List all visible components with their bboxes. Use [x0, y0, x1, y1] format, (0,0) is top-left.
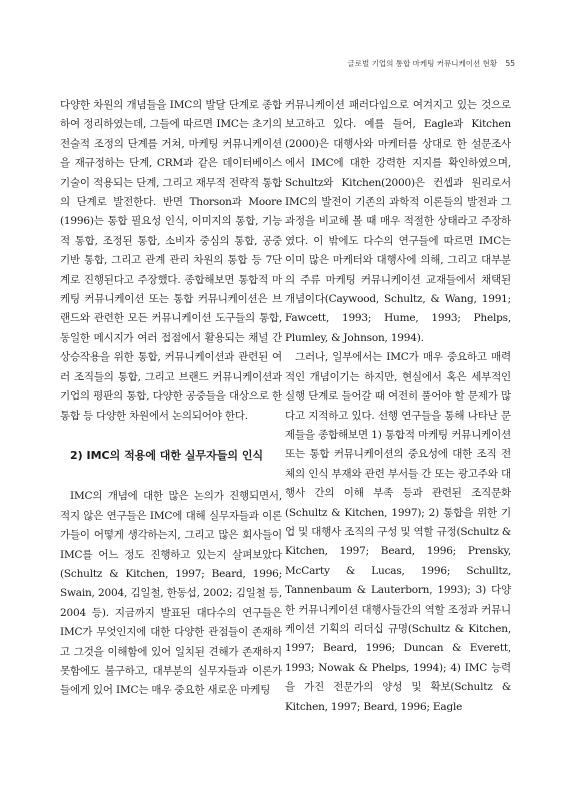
paragraph: 다양한 차원의 개념들을 IMC의 발달 단계로 종합하여 정리하였는데, 그들에 따르면 IMC는 초기의 전술적 조정의 단계를 거쳐, 마케팅 커뮤니케이션을 재규정하는 단계, CRM과 같은 데이터베이스 기술이 적용되는 단계, 그리고 재무적 전략적 통합의 단계로 발전한다. 반면 Thorson과 Moore (1996)는 통합 필요성 인식, 이미지의 통합, 기능적 통합, 조정된 통합, 소비자 중심의 통합, 공중 기반 통합, 그리고 관계 관리 차원의 통합 등 7단계로 진행된다고 주장했다. 종합해보면 통합적 마케팅 커뮤니케이션 또는 통합 커뮤니케이션은 브랜드와 관련한 모든 커뮤니케이션 도구들의 통합, 동일한 메시지가 여러 접점에서 활용되는 채널 간 상승작용을 위한 통합, 커뮤니케이션과 관련된 여러 조직들의 통합, 그리고 브랜드 커뮤니케이션과 기업의 평판의 통합, 다양한 공중들을 대상으로 한 통합 등 다양한 차원에서 논의되어야 한다. — [60, 99, 282, 422]
section-heading: 2) IMC의 적용에 대한 실무자들의 인식 — [70, 448, 264, 462]
running-header — [0, 58, 515, 69]
right-column — [285, 96, 511, 717]
paragraph: 커뮤니케이션 패러다임으로 여겨지고 있는 것으로 보고하고 있다. 예를 들어, Eagle과 Kitchen (2000)은 대행사와 마케터를 상대로 한 설문조사에서 IMC에 대한 강력한 지지를 확인하였으며, Schultz와 Kitchen(2000)은 컨셉과 원리로서 IMC의 발전이 기존의 과학적 이론들의 발전과 그 과정을 비교해 볼 때 매우 적절한 상태라고 주장하였다. 이 밖에도 다수의 연구들에 따르면 IMC는 이미 많은 마케터와 대행사에 의해, 그리고 대부분의 주류 마케팅 커뮤니케이션 교재들에서 채택된 개념이다(Caywood, Schultz, & Wang, 1991; Fawcett, 1993; Hume, 1993; Phelps, Plumley, & Johnson, 1994). — [285, 99, 511, 344]
paragraph: 그러나, 일부에서는 IMC가 매우 중요하고 매력적인 개념이기는 하지만, 현실에서 혹은 세부적인 실행 단계로 들어갈 때 여전히 풀어야 할 문제가 많다고 지적하고 있다. 선행 연구들을 통해 나타난 문제들을 종합해보면 1) 통합적 마케팅 커뮤니케이션 또는 통합 커뮤니케이션의 중요성에 대한 조직 전체의 인식 부재와 관련 부서들 간 또는 광고주와 대행사 간의 이해 부족 등과 관련된 조직문화(Schultz & Kitchen, 1997); 2) 통합을 위한 기업 및 대행사 조직의 구성 및 역할 규정(Schultz & Kitchen, 1997; Beard, 1996; Prensky, McCarty & Lucas, 1996; Schulltz, Tannenbaum & Lauterborn, 1993); 3) 다양한 커뮤니케이션 대행사들간의 역할 조정과 커뮤니케이션 기획의 리더십 규명(Schultz & Kitchen, 1997; Beard, 1996; Duncan & Everett, 1993; Nowak & Phelps, 1994); 4) IMC 능력을 가진 전문가의 양성 및 확보(Schultz & Kitchen, 1997; Beard, 1996; Eagle — [285, 351, 511, 713]
paragraph: IMC의 개념에 대한 많은 논의가 진행되면서, 적지 않은 연구들은 IMC에 대해 실무자들과 이론가들이 어떻게 생각하는지, 그리고 많은 회사들이 IMC를 어느 정도 진행하고 있는지 살펴보았다(Schultz & Kitchen, 1997; Beard, 1996; Swain, 2004, 김일철, 한동섭, 2002; 김일철 등, 2004 등). 지금까지 발표된 대다수의 연구들은 IMC가 무엇인지에 대한 다양한 관점들이 존재하고 그것을 이해함에 있어 일치된 견해가 존재하지 못함에도 불구하고, 대부분의 실무자들과 이론가들에게 있어 IMC는 매우 중요한 새로운 마케팅 — [60, 490, 282, 697]
left-column — [60, 96, 282, 701]
running-title: 글로벌 기업의 통합 마케팅 커뮤니케이션 현황 — [347, 59, 498, 68]
page-number: 55 — [505, 59, 515, 68]
